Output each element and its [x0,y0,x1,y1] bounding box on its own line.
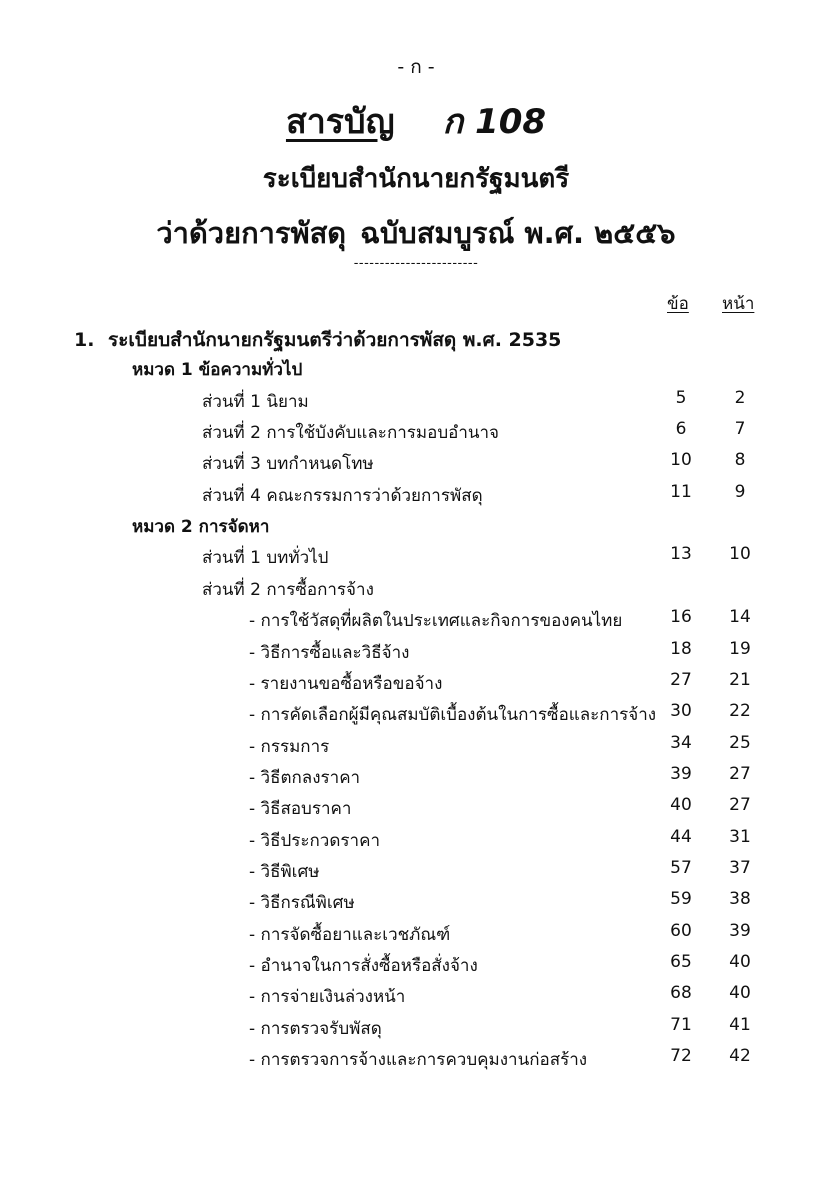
toc-entry-clause: 16 [670,607,692,628]
toc-entry-text: - วิธีสอบราคา [249,799,352,820]
toc-entry-text: ส่วนที่ 2 การใช้บังคับและการมอบอำนาจ [202,423,500,444]
toc-entry-clause: 10 [670,450,692,471]
toc-entry-clause: 71 [670,1014,692,1035]
toc-entry-page: 19 [729,638,751,659]
toc-entry-page: 38 [729,889,751,910]
title-code: ก 108 [442,102,547,142]
toc-entry-clause: 6 [675,419,687,440]
toc-entry-label [249,921,450,948]
toc-entry-page: 7 [734,419,746,440]
toc-entry-text: - รายงานขอซื้อหรือขอจ้าง [249,673,443,694]
toc-entry-label [202,450,374,477]
toc-entry-page: 2 [734,387,746,408]
toc-entry-text: - การจ่ายเงินล่วงหน้า [249,987,406,1008]
toc-entry-page: 9 [734,481,746,502]
toc-entry-clause: 18 [670,638,692,659]
toc-entry [0,764,832,796]
document-title [0,94,832,148]
column-header-page: หน้า [722,294,755,314]
toc-entry-label [74,325,561,355]
toc-entry [0,513,832,545]
toc-entry-label [249,1046,587,1073]
toc-entry [0,889,832,921]
toc-entry-label [249,889,355,916]
toc-entry [0,858,832,890]
toc-entry-label [202,388,309,415]
toc-entry-clause: 39 [670,763,692,784]
toc-entry-label [249,858,319,885]
toc-entry-page: 27 [729,763,751,784]
toc-entry [0,482,832,514]
toc-entry-label [249,764,360,791]
toc-entry-label [249,670,442,697]
toc-entry [0,544,832,576]
toc-entry-text: - วิธีตกลงราคา [249,767,361,788]
toc-entry-clause: 68 [670,983,692,1004]
toc-entry-text: ระเบียบสำนักนายกรัฐมนตรีว่าด้วยการพัสดุ พ.ศ. 2535 [108,329,562,351]
toc-entry [0,388,832,420]
toc-entry [0,356,832,388]
toc-entry-label [202,544,328,571]
toc-entry-label [249,827,380,854]
toc-entry-label [249,952,478,979]
toc-entry-text: หมวด 1 ข้อความทั่วไป [132,360,303,381]
toc-entry-clause: 60 [670,920,692,941]
toc-entry [0,952,832,984]
subtitle-topic: ว่าด้วยการพัสดุ [156,216,347,250]
toc-entry-page: 37 [729,857,751,878]
regulation-subtitle-2 [0,210,832,256]
toc-entry-page: 41 [729,1014,751,1035]
toc-entry [0,450,832,482]
toc-entry-clause: 57 [670,857,692,878]
toc-entry-label [249,983,405,1010]
toc-entry-number: 1. [74,329,95,351]
toc-entry-clause: 30 [670,701,692,722]
toc-entry-text: - การตรวจการจ้างและการควบคุมงานก่อสร้าง [249,1050,588,1071]
toc-entry [0,733,832,765]
toc-entry [0,701,832,733]
title-text: สารบัญ [285,102,395,142]
toc-entry-text: ส่วนที่ 1 บททั่วไป [202,548,329,569]
toc-entry-text: - วิธีประกวดราคา [249,830,380,851]
toc-entry-text: หมวด 2 การจัดหา [132,517,270,538]
toc-entry-label [249,1015,382,1042]
toc-entry-label [249,795,351,822]
toc-entry-clause: 11 [670,481,692,502]
toc-entry [0,607,832,639]
toc-entry-page: 25 [729,732,751,753]
toc-entry-clause: 27 [670,669,692,690]
toc-entry-text: - การใช้วัสดุที่ผลิตในประเทศและกิจการของคนไทย [249,611,623,632]
toc-entry-clause: 34 [670,732,692,753]
toc-entry-label [249,639,409,666]
toc-entry [0,325,832,357]
toc-entry-clause: 13 [670,544,692,565]
column-header-clause: ข้อ [667,294,689,314]
toc-entry-page: 21 [729,669,751,690]
toc-entry [0,827,832,859]
toc-entry [0,983,832,1015]
toc-entry-text: - กรรมการ [249,736,330,757]
toc-entry-page: 14 [729,607,751,628]
toc-entry-label [249,701,656,728]
toc-entry [0,670,832,702]
toc-entry-clause: 40 [670,795,692,816]
toc-entry-page: 40 [729,983,751,1004]
toc-entry-label [202,419,499,446]
toc-entry-label [202,576,374,603]
toc-entry-page: 39 [729,920,751,941]
toc-entry-text: - วิธีการซื้อและวิธีจ้าง [249,642,410,663]
toc-entry-page: 40 [729,952,751,972]
page-number: - ก - [397,56,435,78]
regulation-subtitle: ระเบียบสำนักนายกรัฐมนตรี [262,164,570,194]
toc-entry [0,419,832,451]
edition-label: ฉบับสมบูรณ์ พ.ศ. ๒๕๕๖ [360,216,676,250]
toc-entry-text: - วิธีพิเศษ [249,861,320,882]
toc-entry [0,576,832,608]
separator-line: ------------------------ [353,256,479,271]
toc-entry [0,1046,832,1078]
toc-entry-page: 27 [729,795,751,816]
toc-entry-label [132,513,269,540]
toc-entry [0,795,832,827]
toc-entry-clause: 44 [670,826,692,847]
toc-entry-page: 8 [734,450,746,471]
toc-entry-clause: 72 [670,1046,692,1067]
toc-entry-page: 42 [729,1046,751,1067]
toc-entry-label [249,733,329,760]
toc-entry [0,639,832,671]
toc-entry [0,921,832,953]
toc-entry-text: ส่วนที่ 2 การซื้อการจ้าง [202,579,374,600]
toc-entry-text: ส่วนที่ 3 บทกำหนดโทษ [202,454,374,475]
toc-entry-text: ส่วนที่ 4 คณะกรรมการว่าด้วยการพัสดุ [202,485,483,506]
toc-entry-clause: 5 [675,387,687,408]
toc-entry-label [249,607,622,634]
toc-entry-text: - วิธีกรณีพิเศษ [249,893,355,914]
toc-entry-text: - การคัดเลือกผู้มีคุณสมบัติเบื้องต้นในการซื้อและการจ้าง [249,705,657,726]
toc-entry-clause: 59 [670,889,692,910]
toc-entry-page: 10 [729,544,751,565]
toc-entry-text: ส่วนที่ 1 นิยาม [202,391,309,412]
toc-entry-label [202,482,483,509]
toc-entry [0,1015,832,1047]
toc-entry-label [132,356,302,383]
toc-entry-text: - อำนาจในการสั่งซื้อหรือสั่งจ้าง [249,956,478,976]
toc-entry-page: 22 [729,701,751,722]
toc-entry-text: - การจัดซื้อยาและเวชภัณฑ์ [249,924,451,945]
toc-entry-page: 31 [729,826,751,847]
toc-entry-clause: 65 [670,952,692,972]
toc-entry-text: - การตรวจรับพัสดุ [249,1018,382,1039]
